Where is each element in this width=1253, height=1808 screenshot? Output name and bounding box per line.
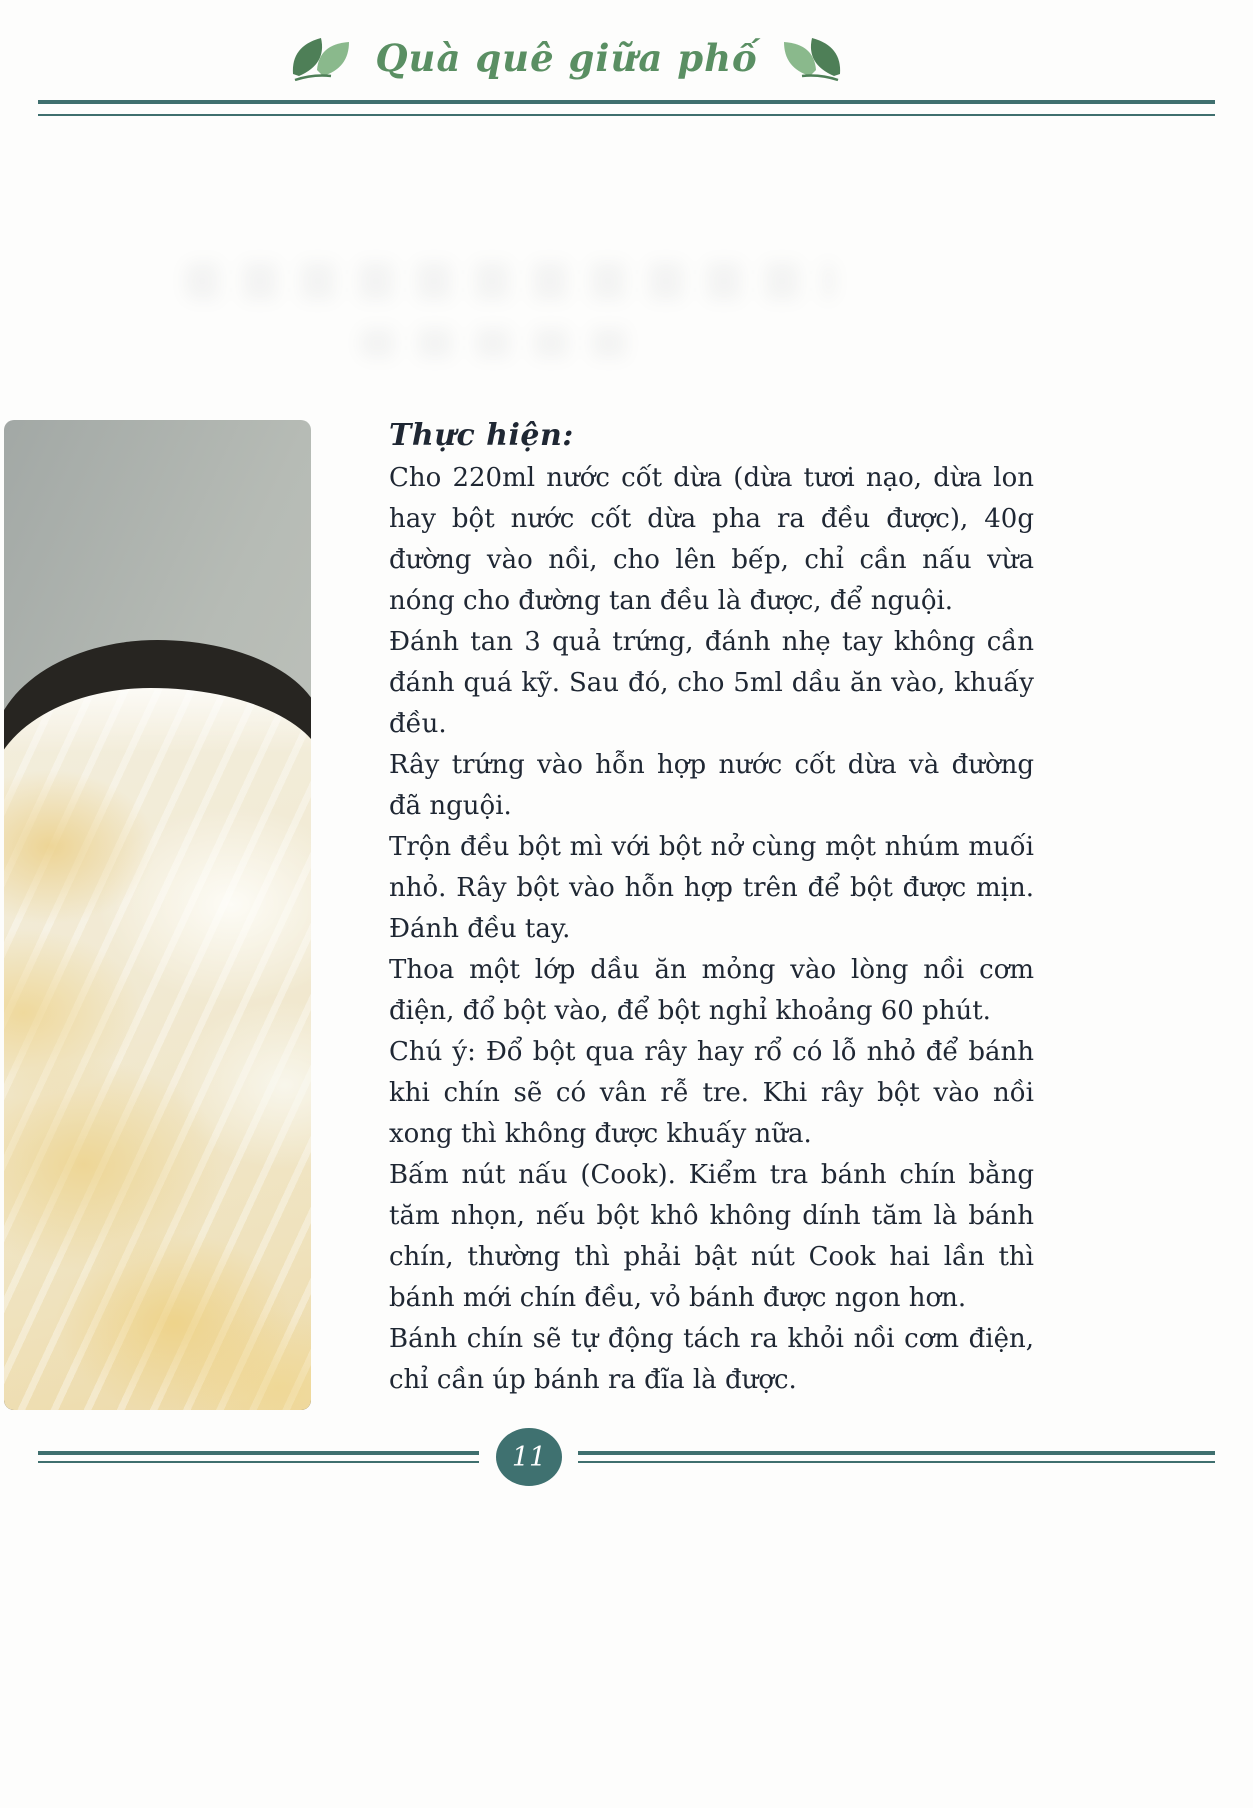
section-heading: Thực hiện: [389, 418, 574, 453]
recipe-step: Chú ý: Đổ bột qua rây hay rổ có lỗ nhỏ để bánh khi chín sẽ có vân rễ tre. Khi rây bột vào nồi xong thì không được khuấy nữa. [389, 1037, 1034, 1149]
header-rule-thick [38, 100, 1215, 104]
recipe-step: Rây trứng vào hỗn hợp nước cốt dừa và đường đã nguội. [389, 750, 1034, 821]
footer-rule-right-thin [578, 1461, 1215, 1463]
footer-rule-left-thick [38, 1451, 479, 1455]
footer-rule-right-thick [578, 1451, 1215, 1455]
recipe-step: Bánh chín sẽ tự động tách ra khỏi nồi cơm điện, chỉ cần úp bánh ra đĩa là được. [389, 1324, 1034, 1395]
header-rule-thin [38, 114, 1215, 116]
recipe-step: Thoa một lớp dầu ăn mỏng vào lòng nồi cơm điện, đổ bột vào, để bột nghỉ khoảng 60 phút. [389, 955, 1034, 1026]
page-number: 11 [511, 1441, 547, 1473]
page-title: Quà quê giữa phố [375, 36, 758, 80]
cake-photo [4, 420, 311, 1410]
footer-rule-left-thin [38, 1461, 479, 1463]
leaf-icon-left [283, 30, 361, 86]
header-title-group [283, 30, 849, 86]
recipe-step: Cho 220ml nước cốt dừa (dừa tươi nạo, dừa lon hay bột nước cốt dừa pha ra đều được), 40g đường vào nồi, cho lên bếp, chỉ cần nấu vừa nóng cho đường tan đều là được, để nguội. [389, 463, 1034, 616]
bleed-through-text [360, 328, 650, 358]
leaf-icon-right [772, 30, 850, 86]
page-header [0, 30, 1253, 86]
coconut-cake [4, 688, 311, 1410]
recipe-step: Bấm nút nấu (Cook). Kiểm tra bánh chín bằng tăm nhọn, nếu bột khô không dính tăm là bánh chín, thường thì phải bật nút Cook hai lần thì bánh mới chín đều, vỏ bánh được ngon hơn. [389, 1160, 1034, 1313]
recipe-step: Đánh tan 3 quả trứng, đánh nhẹ tay không cần đánh quá kỹ. Sau đó, cho 5ml dầu ăn vào, khuấy đều. [389, 627, 1034, 739]
bleed-through-text [185, 262, 835, 300]
page-number-badge [496, 1428, 562, 1486]
recipe-instructions [389, 414, 1034, 1401]
recipe-step: Trộn đều bột mì với bột nở cùng một nhúm muối nhỏ. Rây bột vào hỗn hợp trên để bột được mịn. Đánh đều tay. [389, 832, 1034, 944]
